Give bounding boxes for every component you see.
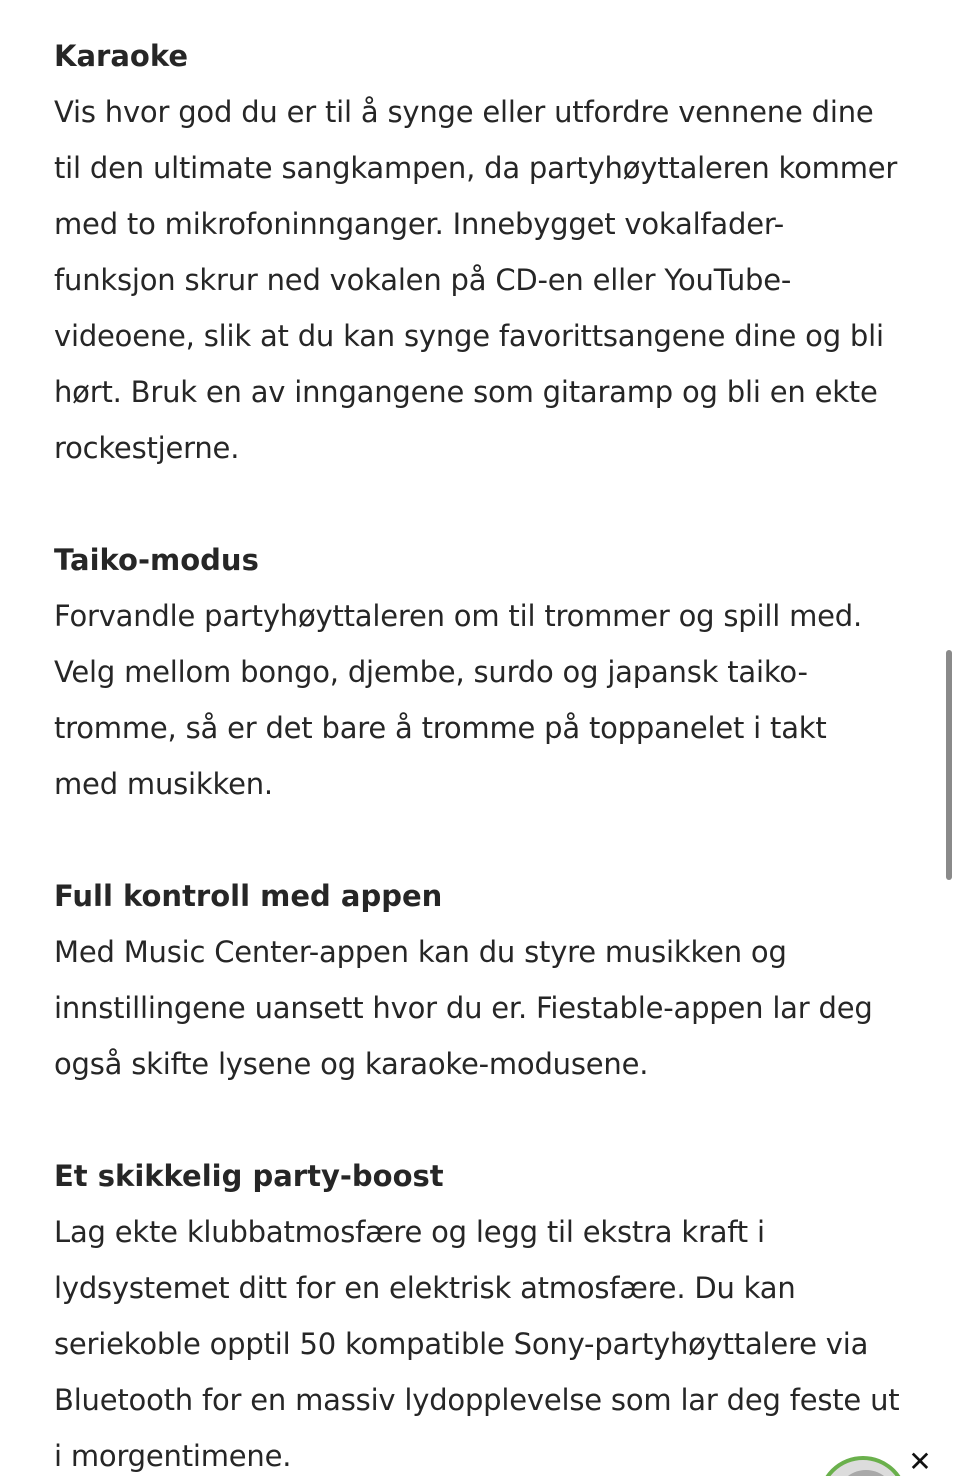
section-title: Karaoke (54, 39, 189, 73)
text-line: innstillingene uansett hvor du er. Fiestable-appen lar deg (54, 991, 873, 1025)
text-line: lydsystemet ditt for en elektrisk atmosfære. Du kan (54, 1271, 796, 1305)
text-line: hørt. Bruk en av inngangene som gitaramp og bli en ekte (54, 375, 878, 409)
text-line: også skifte lysene og karaoke-modusene. (54, 1047, 649, 1081)
text-line: Med Music Center-appen kan du styre musikken og (54, 935, 787, 969)
text-line: Velg mellom bongo, djembe, surdo og japansk taiko- (54, 655, 808, 689)
text-line: tromme, så er det bare å tromme på toppanelet i takt (54, 711, 827, 745)
section-body (54, 588, 924, 812)
section-party-boost (54, 1148, 924, 1476)
section-body (54, 924, 924, 1092)
text-line: til den ultimate sangkampen, da partyhøyttaleren kommer (54, 151, 898, 185)
text-line: funksjon skrur ned vokalen på CD-en eller YouTube- (54, 263, 792, 297)
section-body (54, 1204, 924, 1476)
text-line: Lag ekte klubbatmosfære og legg til ekstra kraft i (54, 1215, 765, 1249)
section-title: Full kontroll med appen (54, 879, 443, 913)
close-chat-button[interactable]: ✕ (908, 1445, 932, 1476)
text-line: Forvandle partyhøyttaleren om til trommer og spill med. (54, 599, 862, 633)
text-line: Vis hvor god du er til å synge eller utfordre vennene dine (54, 95, 874, 129)
avatar-image (836, 1470, 896, 1476)
article-content (54, 28, 924, 1476)
text-line: i morgentimene. (54, 1439, 292, 1473)
section-title: Et skikkelig party-boost (54, 1159, 444, 1193)
section-karaoke (54, 28, 924, 476)
scrollbar[interactable] (946, 650, 952, 880)
section-taiko (54, 532, 924, 812)
text-line: Bluetooth for en massiv lydopplevelse som lar deg feste ut (54, 1383, 900, 1417)
text-line: videoene, slik at du kan synge favorittsangene dine og bli (54, 319, 884, 353)
text-line: med to mikrofoninnganger. Innebygget vokalfader- (54, 207, 784, 241)
section-body (54, 84, 924, 476)
section-title: Taiko-modus (54, 543, 259, 577)
section-app-control (54, 868, 924, 1092)
text-line: rockestjerne. (54, 431, 240, 465)
text-line: seriekoble opptil 50 kompatible Sony-partyhøyttalere via (54, 1327, 869, 1361)
text-line: med musikken. (54, 767, 273, 801)
